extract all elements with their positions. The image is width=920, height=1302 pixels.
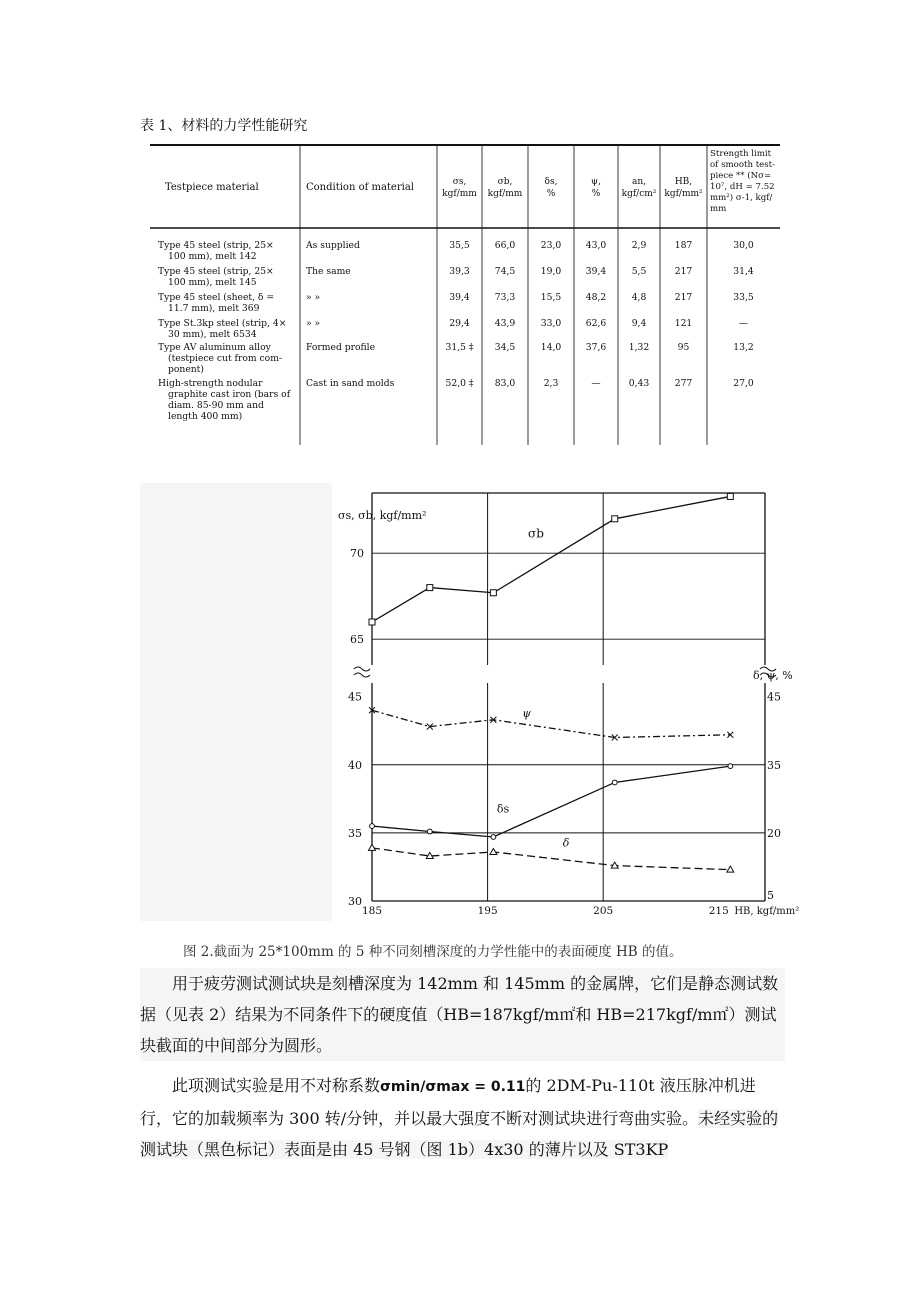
table-header-8-unit: kgf/mm² bbox=[664, 189, 703, 199]
series-point-sigma-b bbox=[612, 516, 618, 522]
table-header-strength-line: piece ** (Nσ= bbox=[710, 171, 772, 181]
table-cell: 121 bbox=[674, 318, 693, 329]
table-header-1: Testpiece material bbox=[165, 182, 259, 193]
table-cell: 31,4 bbox=[733, 266, 754, 277]
table-row-material: 100 mm), melt 145 bbox=[168, 277, 257, 288]
xtick-label: 205 bbox=[593, 905, 614, 917]
table-header-5-unit: % bbox=[546, 189, 556, 199]
series-point-sigma-b bbox=[369, 619, 375, 625]
table-cell: 23,0 bbox=[540, 240, 562, 251]
series-label-delta: δ bbox=[562, 836, 570, 850]
table-header-3: σs, bbox=[452, 177, 467, 187]
table-cell: 14,0 bbox=[540, 342, 562, 353]
table-header-strength-line: mm²) σ-1, kgf/ bbox=[710, 193, 773, 203]
table-cell: 187 bbox=[674, 240, 693, 251]
axis-break-mark bbox=[354, 673, 370, 677]
table-header-strength-line: 10⁷, dH = 7.52 bbox=[710, 182, 775, 192]
paragraph-1 bbox=[140, 968, 785, 1061]
table-cell: 62,6 bbox=[585, 318, 607, 329]
series-point-delta-s bbox=[491, 835, 496, 840]
table-row-material: (testpiece cut from com- bbox=[168, 353, 283, 364]
series-label-psi: ψ bbox=[522, 707, 531, 721]
series-point-sigma-b bbox=[427, 585, 433, 591]
axis-break-mark bbox=[354, 667, 370, 671]
table-cell: 27,0 bbox=[733, 378, 754, 389]
bottom-ytick-left: 45 bbox=[348, 690, 362, 704]
table-cell: 37,6 bbox=[585, 342, 607, 353]
table-header-strength-line: Strength limit bbox=[710, 149, 772, 159]
series-point-delta-s bbox=[370, 824, 375, 829]
bottom-ytick-left: 30 bbox=[348, 895, 362, 908]
table-row-material: High-strength nodular bbox=[158, 378, 263, 389]
figure-panel bbox=[140, 483, 800, 921]
xtick-label: 185 bbox=[362, 905, 383, 917]
table-row-condition: Formed profile bbox=[306, 342, 376, 353]
table-cell: 31,5 ‡ bbox=[445, 342, 474, 353]
table-cell: 66,0 bbox=[494, 240, 516, 251]
series-line-delta-s bbox=[372, 766, 730, 837]
bottom-ytick-left: 35 bbox=[348, 826, 362, 840]
table-cell: 29,4 bbox=[449, 318, 470, 329]
table-cell: 35,5 bbox=[449, 240, 470, 251]
table-row-material: 30 mm), melt 6534 bbox=[168, 329, 257, 340]
table-row-material: diam. 85-90 mm and bbox=[168, 400, 264, 411]
figure-caption: 图 2.截面为 25*100mm 的 5 种不同刻槽深度的力学性能中的表面硬度 HB 的值。 bbox=[183, 944, 683, 960]
table-header-strength-line: of smooth test- bbox=[710, 160, 776, 170]
table-row-condition: » » bbox=[306, 318, 321, 329]
table-header-6-unit: % bbox=[591, 189, 601, 199]
table-cell: 4,8 bbox=[631, 292, 647, 303]
table-header-5: δs, bbox=[544, 177, 558, 187]
series-label-delta-s: δs bbox=[496, 802, 510, 816]
bottom-ytick-left: 40 bbox=[348, 758, 362, 772]
table-cell: 15,5 bbox=[540, 292, 562, 303]
table-row-material: ponent) bbox=[168, 364, 204, 375]
figure-plot-area bbox=[332, 483, 800, 921]
paragraph-2-text-a: 此项测试实验是用不对称系数 bbox=[172, 1076, 381, 1095]
table-cell: — bbox=[738, 318, 749, 329]
series-point-delta bbox=[490, 848, 497, 854]
bottom-ytick-right: 35 bbox=[767, 758, 781, 772]
table-header-4-unit: kgf/mm bbox=[487, 189, 523, 199]
table-row-material: Type St.3kp steel (strip, 4× bbox=[158, 318, 287, 329]
series-line-psi bbox=[372, 710, 730, 737]
table-cell: 2,3 bbox=[543, 378, 559, 389]
top-ytick-label: 70 bbox=[350, 547, 364, 561]
table-cell: 43,9 bbox=[494, 318, 516, 329]
series-point-delta bbox=[369, 844, 376, 850]
table-caption: 表 1、材料的力学性能研究 bbox=[140, 118, 308, 134]
table-row-material: 100 mm), melt 142 bbox=[168, 251, 257, 262]
table-row-material: graphite cast iron (bars of bbox=[168, 389, 291, 400]
table-cell: 9,4 bbox=[631, 318, 647, 329]
table-cell: 33,0 bbox=[540, 318, 562, 329]
table-row-condition: As supplied bbox=[306, 240, 360, 251]
table-header-8: HB, bbox=[674, 177, 693, 187]
bottom-ytick-right: 45 bbox=[767, 690, 781, 704]
bottom-ytick-right: 20 bbox=[767, 826, 781, 840]
top-ylabel: σs, σb, kgf/mm² bbox=[338, 509, 427, 522]
table-cell: 13,2 bbox=[733, 342, 754, 353]
table-cell: 217 bbox=[674, 292, 693, 303]
table-cell: 83,0 bbox=[494, 378, 516, 389]
series-point-delta bbox=[727, 866, 734, 872]
table-row-material: Type AV aluminum alloy bbox=[158, 342, 271, 353]
top-ytick-label: 65 bbox=[350, 633, 364, 647]
series-point-delta-s bbox=[612, 780, 617, 785]
table-cell: 39,3 bbox=[449, 266, 470, 277]
asymmetry-formula: σmin/σmax = 0.11 bbox=[380, 1079, 526, 1095]
table-cell: 34,5 bbox=[494, 342, 516, 353]
table-cell: 277 bbox=[674, 378, 693, 389]
table-row-condition: Cast in sand molds bbox=[306, 378, 395, 389]
table-cell: 2,9 bbox=[631, 240, 647, 251]
table-cell: 5,5 bbox=[631, 266, 647, 277]
series-point-sigma-b bbox=[727, 493, 733, 499]
xaxis-label: HB, kgf/mm² bbox=[734, 906, 800, 917]
table-header-3-unit: kgf/mm bbox=[442, 189, 477, 199]
table-header-7: an, bbox=[631, 177, 647, 187]
table-cell: 52,0 ‡ bbox=[445, 378, 474, 389]
series-label-sigma-b: σb bbox=[528, 526, 544, 541]
paragraph-2-text-b: 的 2DM-Pu-110t 液压脉冲机进行，它的加载频率为 300 转/分钟，并以最大强度不断对测试块进行弯曲实验。 bbox=[140, 1076, 756, 1128]
table-header-6: ψ, bbox=[591, 177, 601, 187]
table-cell: 1,32 bbox=[628, 342, 650, 353]
table-cell: 39,4 bbox=[585, 266, 607, 277]
table-cell: 95 bbox=[677, 342, 690, 353]
table-cell: 217 bbox=[674, 266, 693, 277]
table-cell: 39,4 bbox=[449, 292, 470, 303]
table-row-material: 11.7 mm), melt 369 bbox=[168, 303, 260, 314]
table-cell: 74,5 bbox=[494, 266, 516, 277]
table-row-condition: The same bbox=[306, 266, 351, 277]
table-row-condition: » » bbox=[306, 292, 321, 303]
table-cell: 43,0 bbox=[585, 240, 607, 251]
bottom-ytick-right: 5 bbox=[767, 889, 774, 902]
series-point-sigma-b bbox=[490, 590, 496, 596]
table-row-material: Type 45 steel (strip, 25× bbox=[158, 240, 274, 251]
table-row-material: Type 45 steel (strip, 25× bbox=[158, 266, 274, 277]
paragraph-1-text: 用于疲劳测试测试块是刻槽深度为 142mm 和 145mm 的金属牌，它们是静态测试数据（见表 2）结果为不同条件下的硬度值（HB=187kgf/m㎡和 HB=217kgf/m㎡）测试块截面的中间部分为圆形。 bbox=[140, 968, 785, 1061]
series-point-delta-s bbox=[427, 829, 432, 834]
table-cell: 73,3 bbox=[494, 292, 516, 303]
series-point-delta-s bbox=[728, 764, 733, 769]
properties-table bbox=[150, 140, 780, 450]
table-cell: 30,0 bbox=[733, 240, 754, 251]
table-cell: 19,0 bbox=[540, 266, 562, 277]
xtick-label: 215 bbox=[708, 905, 729, 917]
table-cell: 48,2 bbox=[585, 292, 607, 303]
xtick-label: 195 bbox=[477, 905, 498, 917]
table-header-7-unit: kgf/cm² bbox=[621, 189, 657, 199]
table-row-material: Type 45 steel (sheet, δ = bbox=[158, 292, 275, 303]
table-cell: 0,43 bbox=[628, 378, 650, 389]
paragraph-2 bbox=[140, 1070, 785, 1165]
bottom-ylabel-right: δ, ψ, % bbox=[753, 669, 793, 682]
table-header-4: σb, bbox=[497, 177, 513, 187]
table-cell: 33,5 bbox=[733, 292, 754, 303]
table-row-material: length 400 mm) bbox=[168, 411, 243, 422]
table-header-strength-line: mm bbox=[710, 204, 727, 214]
table-cell: — bbox=[591, 378, 601, 389]
table-header-2: Condition of material bbox=[306, 182, 414, 193]
paragraph-2-text-c: 未经实验的测试块（黑色标记）表面是由 45 号钢（图 1b）4x30 的薄片以及 ST3KP bbox=[140, 1109, 779, 1159]
